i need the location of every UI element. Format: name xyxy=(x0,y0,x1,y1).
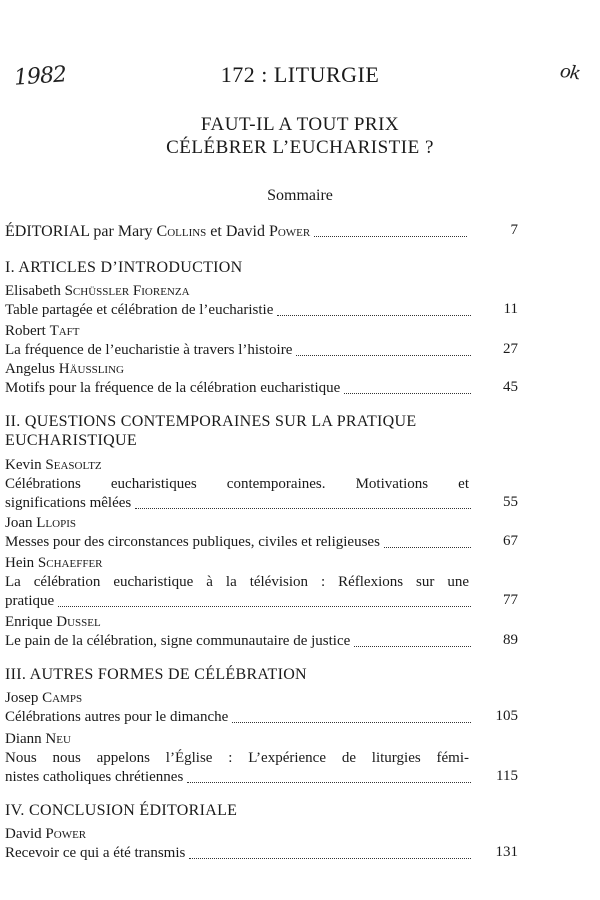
author-first-name: Kevin xyxy=(5,457,46,473)
toc-entry xyxy=(5,554,475,611)
article-author xyxy=(5,514,475,533)
leader-dots xyxy=(232,722,471,723)
author-last-name: Neu xyxy=(45,731,71,747)
journal-title: 172 : LITURGIE xyxy=(220,62,380,87)
article-author xyxy=(5,613,475,632)
author-last-name: Seasoltz xyxy=(45,457,102,473)
article-title: La fréquence de l’eucharistie à travers l’histoire xyxy=(5,342,293,358)
headline-line-1: FAUT-IL A TOUT PRIX xyxy=(200,114,400,135)
article-title-line xyxy=(5,632,475,651)
article-author xyxy=(5,282,475,301)
toc-entry xyxy=(5,322,475,360)
section-heading-1: I. ARTICLES D’INTRODUCTION xyxy=(5,259,243,276)
leader-dots xyxy=(277,315,471,316)
author-last-name: Häussling xyxy=(58,361,124,377)
article-title-line-1: Nous nous appelons l’Église : L’expérience de liturgies fémi- xyxy=(5,750,469,766)
page-number: 7 xyxy=(510,222,518,238)
editorial-label: ÉDITORIAL par Mary xyxy=(5,223,157,240)
issue-headline xyxy=(0,113,600,159)
author-first-name: David xyxy=(5,826,46,842)
leader-dots xyxy=(344,393,471,394)
article-author xyxy=(5,825,475,844)
author-last-name: Taft xyxy=(49,323,80,339)
sommaire-heading: Sommaire xyxy=(267,187,333,204)
toc-entry xyxy=(5,360,475,398)
leader-dots xyxy=(384,547,471,548)
article-title: Motifs pour la fréquence de la célébration eucharistique xyxy=(5,380,341,396)
article-title-line xyxy=(5,494,475,513)
author-last-name: Schüssler Fiorenza xyxy=(64,283,190,299)
handwritten-year-note: 1982 xyxy=(13,62,67,91)
article-title-line-1: Célébrations eucharistiques contemporaines. Motivations et xyxy=(5,476,469,492)
leader-dots xyxy=(296,355,471,356)
article-author xyxy=(5,689,475,708)
article-title-line xyxy=(5,301,475,320)
author-first-name: Hein xyxy=(5,555,38,571)
author-first-name: Joan xyxy=(5,515,37,531)
leader-dots xyxy=(135,508,471,509)
page-number: 131 xyxy=(495,844,518,860)
headline-line-2: CÉLÉBRER L’EUCHARISTIE ? xyxy=(166,137,434,158)
editorial-line xyxy=(5,222,471,241)
handwritten-ok-note: ok xyxy=(558,60,582,85)
editorial-author-2: Power xyxy=(268,223,311,240)
page-number: 55 xyxy=(503,494,518,510)
page-number: 45 xyxy=(503,379,518,395)
author-last-name: Power xyxy=(45,826,87,842)
article-title-line xyxy=(5,768,475,787)
page-number: 105 xyxy=(495,708,518,724)
toc-entry xyxy=(5,689,475,727)
author-last-name: Llopis xyxy=(36,515,76,531)
toc-entry xyxy=(5,825,475,863)
article-author xyxy=(5,322,475,341)
article-title: Messes pour des circonstances publiques, civiles et religieuses xyxy=(5,534,380,550)
page-number: 115 xyxy=(496,768,518,784)
article-title-continued: nistes catholiques chrétiennes xyxy=(5,769,184,785)
article-title-line xyxy=(5,379,475,398)
article-author xyxy=(5,360,475,379)
article-author xyxy=(5,456,475,475)
toc-entry xyxy=(5,730,475,787)
author-first-name: Diann xyxy=(5,731,46,747)
leader-dots xyxy=(58,606,471,607)
page-number: 67 xyxy=(503,533,518,549)
editorial-conjunction: et David xyxy=(206,223,269,240)
article-title-continued: significations mêlées xyxy=(5,495,132,511)
article-title-line xyxy=(5,341,475,360)
page-number: 77 xyxy=(503,592,518,608)
page-number: 27 xyxy=(503,341,518,357)
article-title-line xyxy=(5,592,475,611)
editorial-text xyxy=(5,222,310,241)
author-first-name: Elisabeth xyxy=(5,283,65,299)
article-title-line xyxy=(5,708,475,727)
article-title: Recevoir ce qui a été transmis xyxy=(5,845,186,861)
author-first-name: Josep xyxy=(5,690,43,706)
toc-entry xyxy=(5,456,475,513)
leader-dots xyxy=(187,782,471,783)
leader-dots xyxy=(189,858,471,859)
author-last-name: Camps xyxy=(42,690,83,706)
leader-dots xyxy=(354,646,471,647)
author-last-name: Schaeffer xyxy=(37,555,103,571)
article-title: Célébrations autres pour le dimanche xyxy=(5,709,229,725)
toc-entry xyxy=(5,514,475,552)
editorial-entry xyxy=(5,222,471,241)
article-title: Table partagée et célébration de l’eucharistie xyxy=(5,302,274,318)
article-title-continued: pratique xyxy=(5,593,55,609)
article-title: Le pain de la célébration, signe communautaire de justice xyxy=(5,633,351,649)
leader-dots xyxy=(314,236,467,237)
section-heading-3: III. AUTRES FORMES DE CÉLÉBRATION xyxy=(5,666,307,683)
article-author xyxy=(5,730,475,749)
article-title-line-1: La célébration eucharistique à la télévision : Réflexions sur une xyxy=(5,574,469,590)
page-number: 11 xyxy=(503,301,518,317)
section-heading-4: IV. CONCLUSION ÉDITORIALE xyxy=(5,802,238,819)
toc-entry xyxy=(5,282,475,320)
article-title-line xyxy=(5,844,475,863)
article-title-line xyxy=(5,533,475,552)
article-author xyxy=(5,554,475,573)
author-first-name: Enrique xyxy=(5,614,57,630)
author-last-name: Dussel xyxy=(56,614,101,630)
section-heading-2: II. QUESTIONS CONTEMPORAINES SUR LA PRATIQUE EUCHARISTIQUE xyxy=(5,413,417,449)
editorial-author-1: Collins xyxy=(156,223,207,240)
author-first-name: Angelus xyxy=(5,361,59,377)
author-first-name: Robert xyxy=(5,323,50,339)
toc-entry xyxy=(5,613,475,651)
page-number: 89 xyxy=(503,632,518,648)
